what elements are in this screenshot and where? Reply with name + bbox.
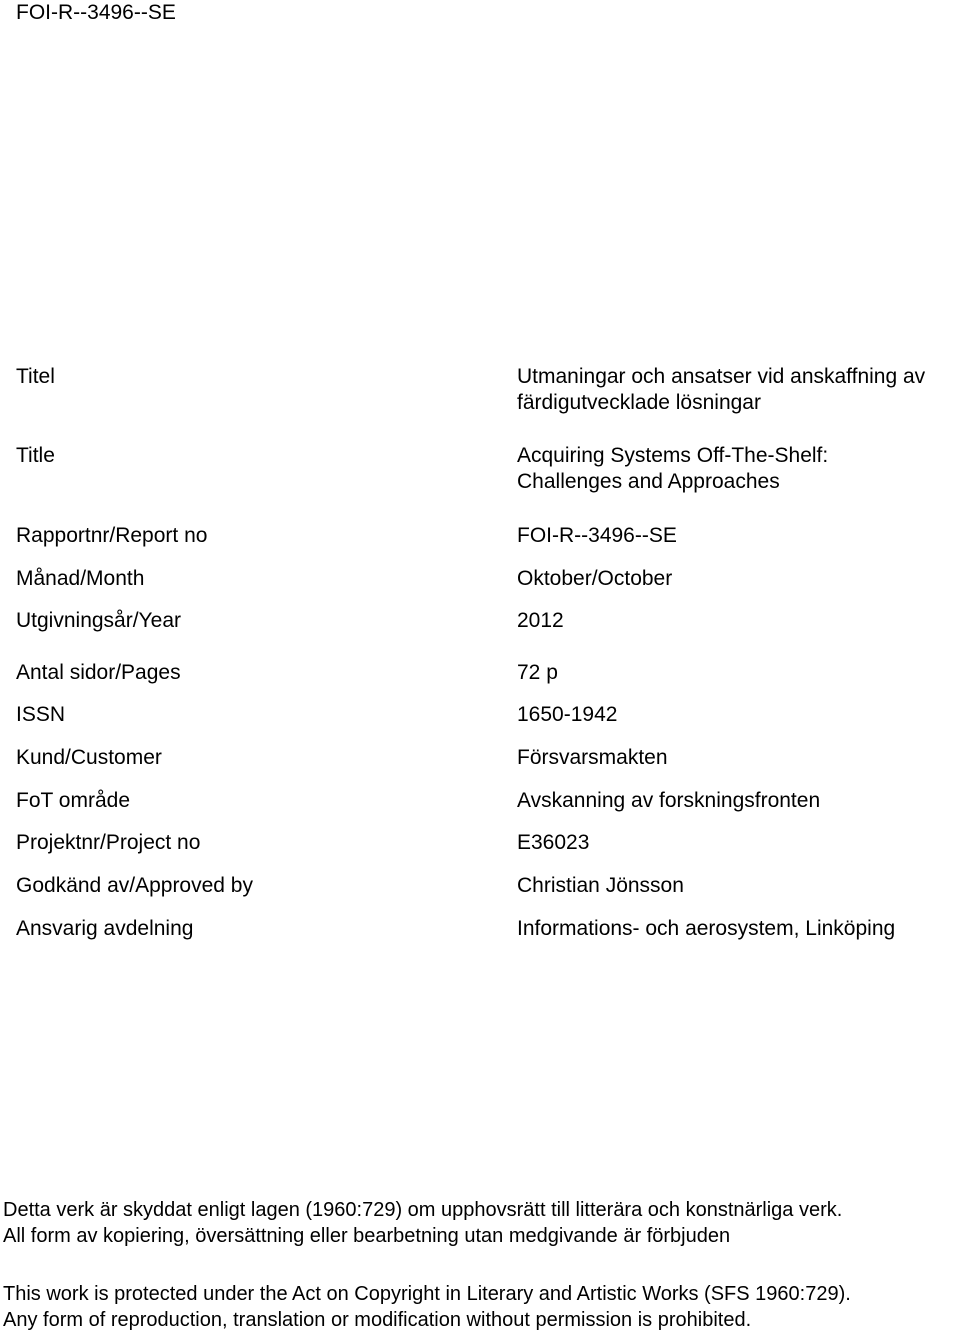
year-value: 2012 [517,609,564,632]
customer-label: Kund/Customer [16,746,162,769]
copyright-english-line-1: This work is protected under the Act on Copyright in Literary and Artistic Works (SFS 1960:729). [3,1283,851,1305]
project-value: E36023 [517,831,590,854]
fot-label: FoT område [16,789,130,812]
copyright-swedish-line-1: Detta verk är skyddat enligt lagen (1960:729) om upphovsrätt till litterära och konstnärliga verk. [3,1199,843,1221]
titel-value-line-1: Utmaningar och ansatser vid anskaffning av [517,365,926,388]
department-label: Ansvarig avdelning [16,917,194,940]
report-no-label: Rapportnr/Report no [16,524,208,547]
pages-value: 72 p [517,661,558,684]
title-value-line-2: Challenges and Approaches [517,470,780,493]
copyright-swedish-line-2: All form av kopiering, översättning eller bearbetning utan medgivande är förbjuden [3,1225,731,1247]
report-no-value: FOI-R--3496--SE [517,524,677,547]
title-label: Title [16,444,55,467]
titel-value-line-2: färdigutvecklade lösningar [517,391,761,414]
title-value [517,443,828,495]
titel-label: Titel [16,365,55,388]
customer-value: Försvarsmakten [517,746,668,769]
year-label: Utgivningsår/Year [16,609,181,632]
pages-label: Antal sidor/Pages [16,661,181,684]
title-value-line-1: Acquiring Systems Off-The-Shelf: [517,444,829,467]
report-id-header: FOI-R--3496--SE [16,1,176,24]
project-label: Projektnr/Project no [16,831,201,854]
titel-value [517,364,925,416]
fot-value: Avskanning av forskningsfronten [517,789,821,812]
issn-value: 1650-1942 [517,703,618,726]
approved-label: Godkänd av/Approved by [16,874,253,897]
department-value: Informations- och aerosystem, Linköping [517,917,896,940]
copyright-english [3,1281,851,1333]
issn-label: ISSN [16,703,66,726]
copyright-swedish [3,1197,842,1249]
copyright-english-line-2: Any form of reproduction, translation or modification without permission is prohibited. [3,1309,752,1331]
month-label: Månad/Month [16,567,145,590]
approved-value: Christian Jönsson [517,874,684,897]
month-value: Oktober/October [517,567,673,590]
